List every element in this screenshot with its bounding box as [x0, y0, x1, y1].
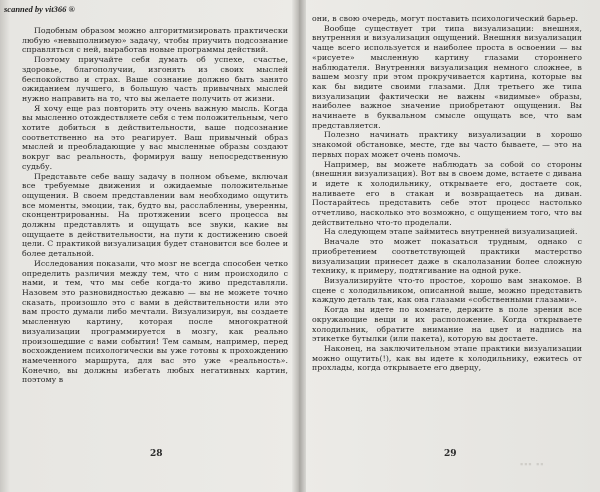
left-paragraph-2: Поэтому приучайте себя думать об успехе, счастье, здоровье, благополучии, изгонять из своих мыслей беспокойство и страх. Ваше сознание должно быть занято ожиданием лучшего, в большую часть привычных мыслей нужно направить на то, что вы желаете получить от жизни. [22, 55, 288, 103]
right-paragraph-1: они, в свою очередь, могут поставить психологический барьер. [312, 14, 579, 23]
right-paragraph-6: Вначале это может показаться трудным, однако с приобретением соответствующей практики мастерство визуализации принесет даже в скалолазании более сложную технику, к примеру, подтягивание на одной руке. [312, 237, 582, 276]
right-paragraph-5: На следующем этапе займитесь внутренней визуализацией. [324, 227, 578, 237]
left-page-number: 28 [150, 449, 163, 459]
right-paragraph-7: Визуализируйте что-то простое, хорошо вам знакомое. В сцене с холодильником, описанной выше, можно представить каждую деталь так, как она глазами «собственными глазами». [312, 275, 582, 305]
right-paragraph-3: Полезно начинать практику визуализации в хорошо знакомой обстановке, месте, где вы часто бываете, — это на первых порах может очень помочь. [312, 130, 582, 159]
right-paragraph-4: Например, вы можете наблюдать за собой со стороны (внешняя визуализация). Вот вы в своем доме, встаете с дивана и идете к холодильнику, открываете его, достаете сок, наливаете его в стакан и возвращаетесь на диван. Постарайтесь представить себе этот процесс настолько отчетливо, насколько это возможно, с ощущением того, что вы действительно что-то проделали. [312, 159, 582, 227]
scan-label: scanned by vit366 ® [4, 4, 75, 14]
left-paragraph-4: Представьте себе вашу задачу в полном объеме, включая все требуемые движения и ожидаемые положительные ощущения. В своем представлении вам необходимо ощутить все моменты, эмоции, так, будто вы, расслабленны, уверенны, сконцентрированны. На протяжении всего процесса вы должны представлять и ощущать все звуки, какие вы ощущаете в действительности, на пути к достижению своей цели. С практикой визуализация будет становится все более и более детальной. [22, 171, 288, 259]
left-paragraph-3: Я хочу еще раз повторить эту очень важную мысль. Когда вы мысленно отождествляете себя с тем положительным, чего хотите добиться в действительности, ваше подсознание соответственно на это реагирует. Ваш привычный образ мыслей и преобладающие у вас мысленные образы создают вокруг вас реальность, формируя вашу непосредственную судьбу. [22, 103, 288, 171]
left-paragraph-5: Исследования показали, что мозг не всегда способен четко определить различия между тем, что с ним происходило с нами, и тем, что мы себе когда-то живо представляли. Назовем это разновидностью дежавю — вы не можете точно сказать, произошло это с вами в действительности или это вам просто думали либо мечтали. Визуализируя, вы создаете мысленную картину, которая после многократной визуализации программируется в мозгу, как реально произошедшие с вами события! Тем самым, например, перед восхождением психологически вы уже готовы к прохождению намеченного маршрута, для вас это уже «реальность». Конечно, вы должны избегать любых негативных картин, поэтому в [22, 258, 288, 385]
book-gutter [292, 0, 306, 492]
right-page [312, 14, 582, 484]
watermark-mark: ▪▪▪ ▪▪ [520, 459, 545, 469]
left-paragraph-1: Подобным образом можно алгоритмизировать практически любую «невыполнимую» задачу, чтобы приучить подсознание справляться с ней, выработав новые программы действий. [22, 26, 288, 55]
right-paragraph-8: Когда вы идете по комнате, держите в поле зрения все окружающие вещи и их расположение. Когда открываете холодильник, обратите внимание на цвет и надпись на этикетке бутылки (или пакета), которую вы достаете. [312, 305, 582, 344]
left-page [22, 14, 288, 484]
right-page-number: 29 [444, 449, 457, 459]
right-paragraph-2: Вообще существует три типа визуализации: внешняя, внутренняя и визуализация ощущений. Внешняя визуализация чаще всего используется и наиболее проста в освоении — вы «рисуете» мысленную картину глазами стороннего наблюдателя. Внутренняя визуализация немного сложнее, в вашем мозгу при этом прокручивается картина, которые вы как бы видите своими глазами. Для третьего же типа визуализации фактически не важны «видимые» образы, наиболее важное значение приобретают ощущения. Вы начинаете в буквальном смысле ощущать все, что вам представляется. [312, 23, 582, 130]
right-paragraph-9: Наконец, на заключительном этапе практики визуализации можно ощутить(!), как вы идете к холодильнику, ежитесь от прохлады, когда открываете его дверцу, [312, 343, 582, 373]
